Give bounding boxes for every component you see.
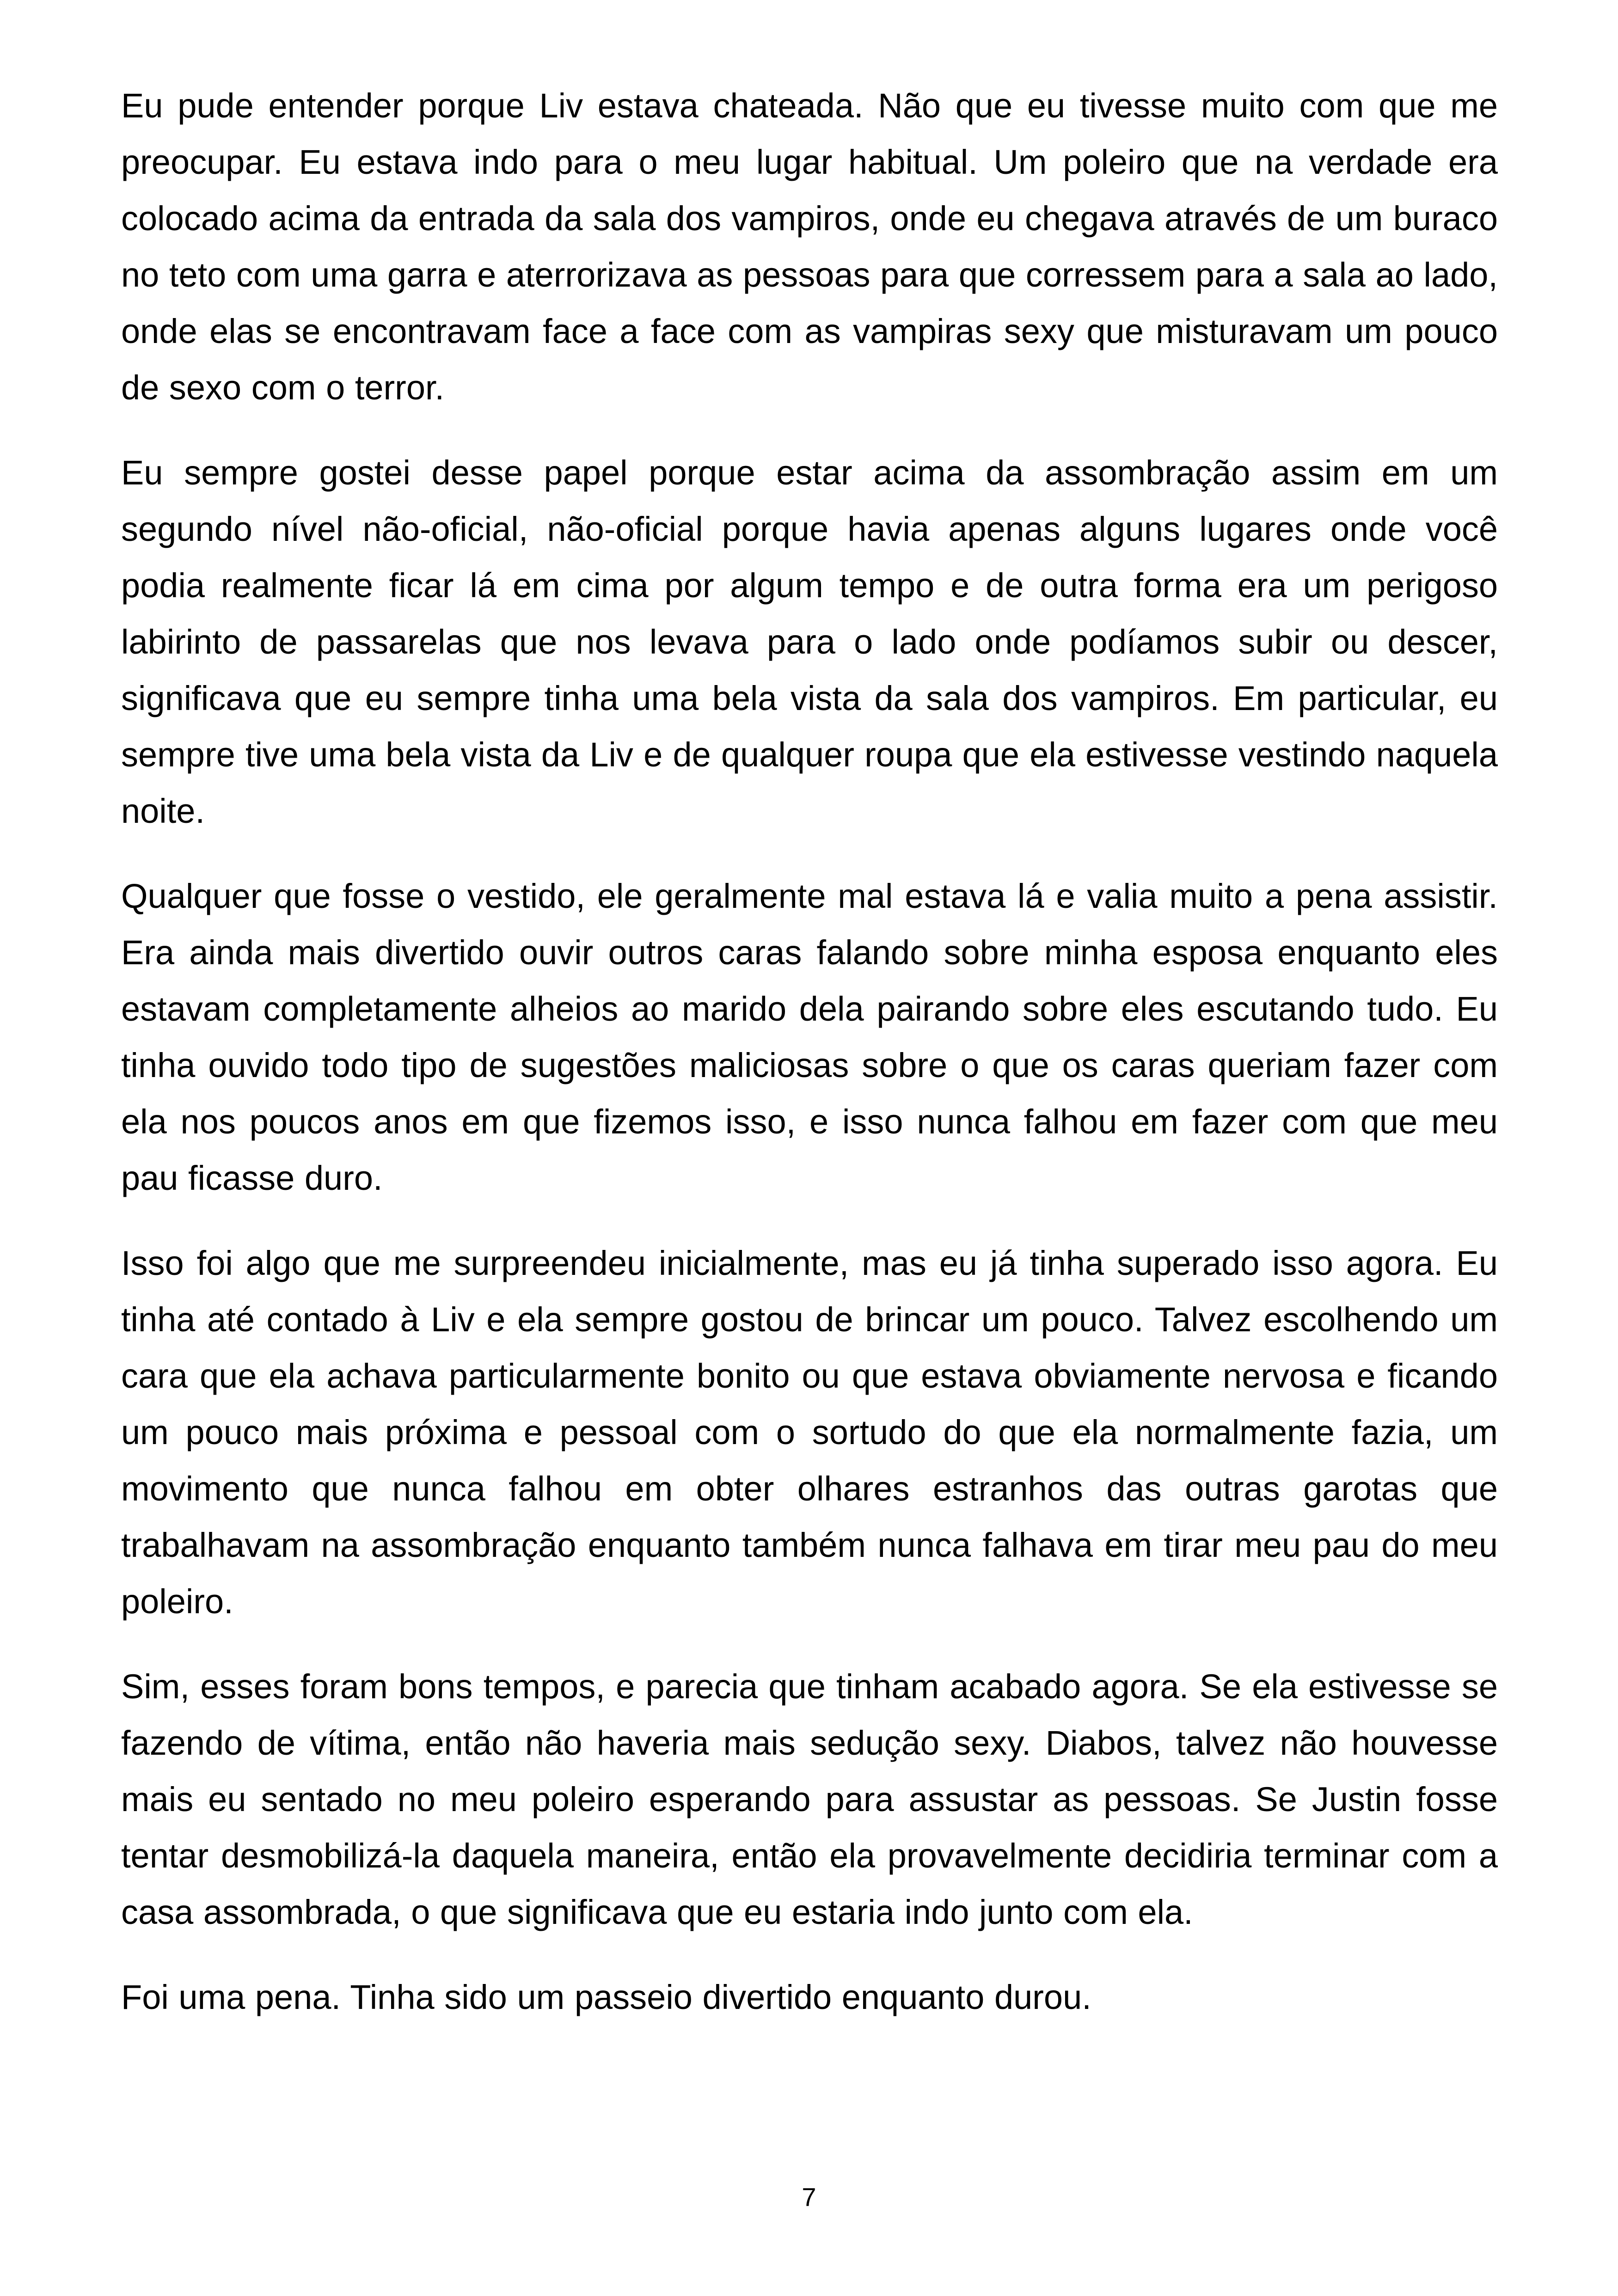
paragraph-4: Isso foi algo que me surpreendeu inicialmente, mas eu já tinha superado isso agora. Eu tinha até contado à Liv e ela sempre gostou de brincar um pouco. Talvez escolhendo um cara que ela achava particularmente bonito ou que estava obviamente nervosa e ficando um pouco mais próxima e pessoal com o sortudo do que ela normalmente fazia, um movimento que nunca falhou em obter olhares estranhos das outras garotas que trabalhavam na assombração enquanto também nunca falhava em tirar meu pau do meu poleiro. [121, 1244, 1498, 1621]
paragraph-5: Sim, esses foram bons tempos, e parecia que tinham acabado agora. Se ela estivesse se fazendo de vítima, então não haveria mais sedução sexy. Diabos, talvez não houvesse mais eu sentado no meu poleiro esperando para assustar as pessoas. Se Justin fosse tentar desmobilizá-la daquela maneira, então ela provavelmente decidiria terminar com a casa assombrada, o que significava que eu estaria indo junto com ela. [121, 1667, 1498, 1931]
page-number: 7 [802, 2182, 816, 2211]
body-text [121, 78, 1498, 2054]
paragraph-6: Foi uma pena. Tinha sido um passeio divertido enquanto durou. [121, 1978, 1091, 2016]
paragraph-2: Eu sempre gostei desse papel porque estar acima da assombração assim em um segundo nível não-oficial, não-oficial porque havia apenas alguns lugares onde você podia realmente ficar lá em cima por algum tempo e de outra forma era um perigoso labirinto de passarelas que nos levava para o lado onde podíamos subir ou descer, significava que eu sempre tinha uma bela vista da sala dos vampiros. Em particular, eu sempre tive uma bela vista da Liv e de qualquer roupa que ela estivesse vestindo naquela noite. [121, 453, 1498, 830]
paragraph-1: Eu pude entender porque Liv estava chateada. Não que eu tivesse muito com que me preocupar. Eu estava indo para o meu lugar habitual. Um poleiro que na verdade era colocado acima da entrada da sala dos vampiros, onde eu chegava através de um buraco no teto com uma garra e aterrorizava as pessoas para que corressem para a sala ao lado, onde elas se encontravam face a face com as vampiras sexy que misturavam um pouco de sexo com o terror. [121, 86, 1498, 407]
paragraph-3: Qualquer que fosse o vestido, ele geralmente mal estava lá e valia muito a pena assistir. Era ainda mais divertido ouvir outros caras falando sobre minha esposa enquanto eles estavam completamente alheios ao marido dela pairando sobre eles escutando tudo. Eu tinha ouvido todo tipo de sugestões maliciosas sobre o que os caras queriam fazer com ela nos poucos anos em que fizemos isso, e isso nunca falhou em fazer com que meu pau ficasse duro. [121, 877, 1498, 1197]
